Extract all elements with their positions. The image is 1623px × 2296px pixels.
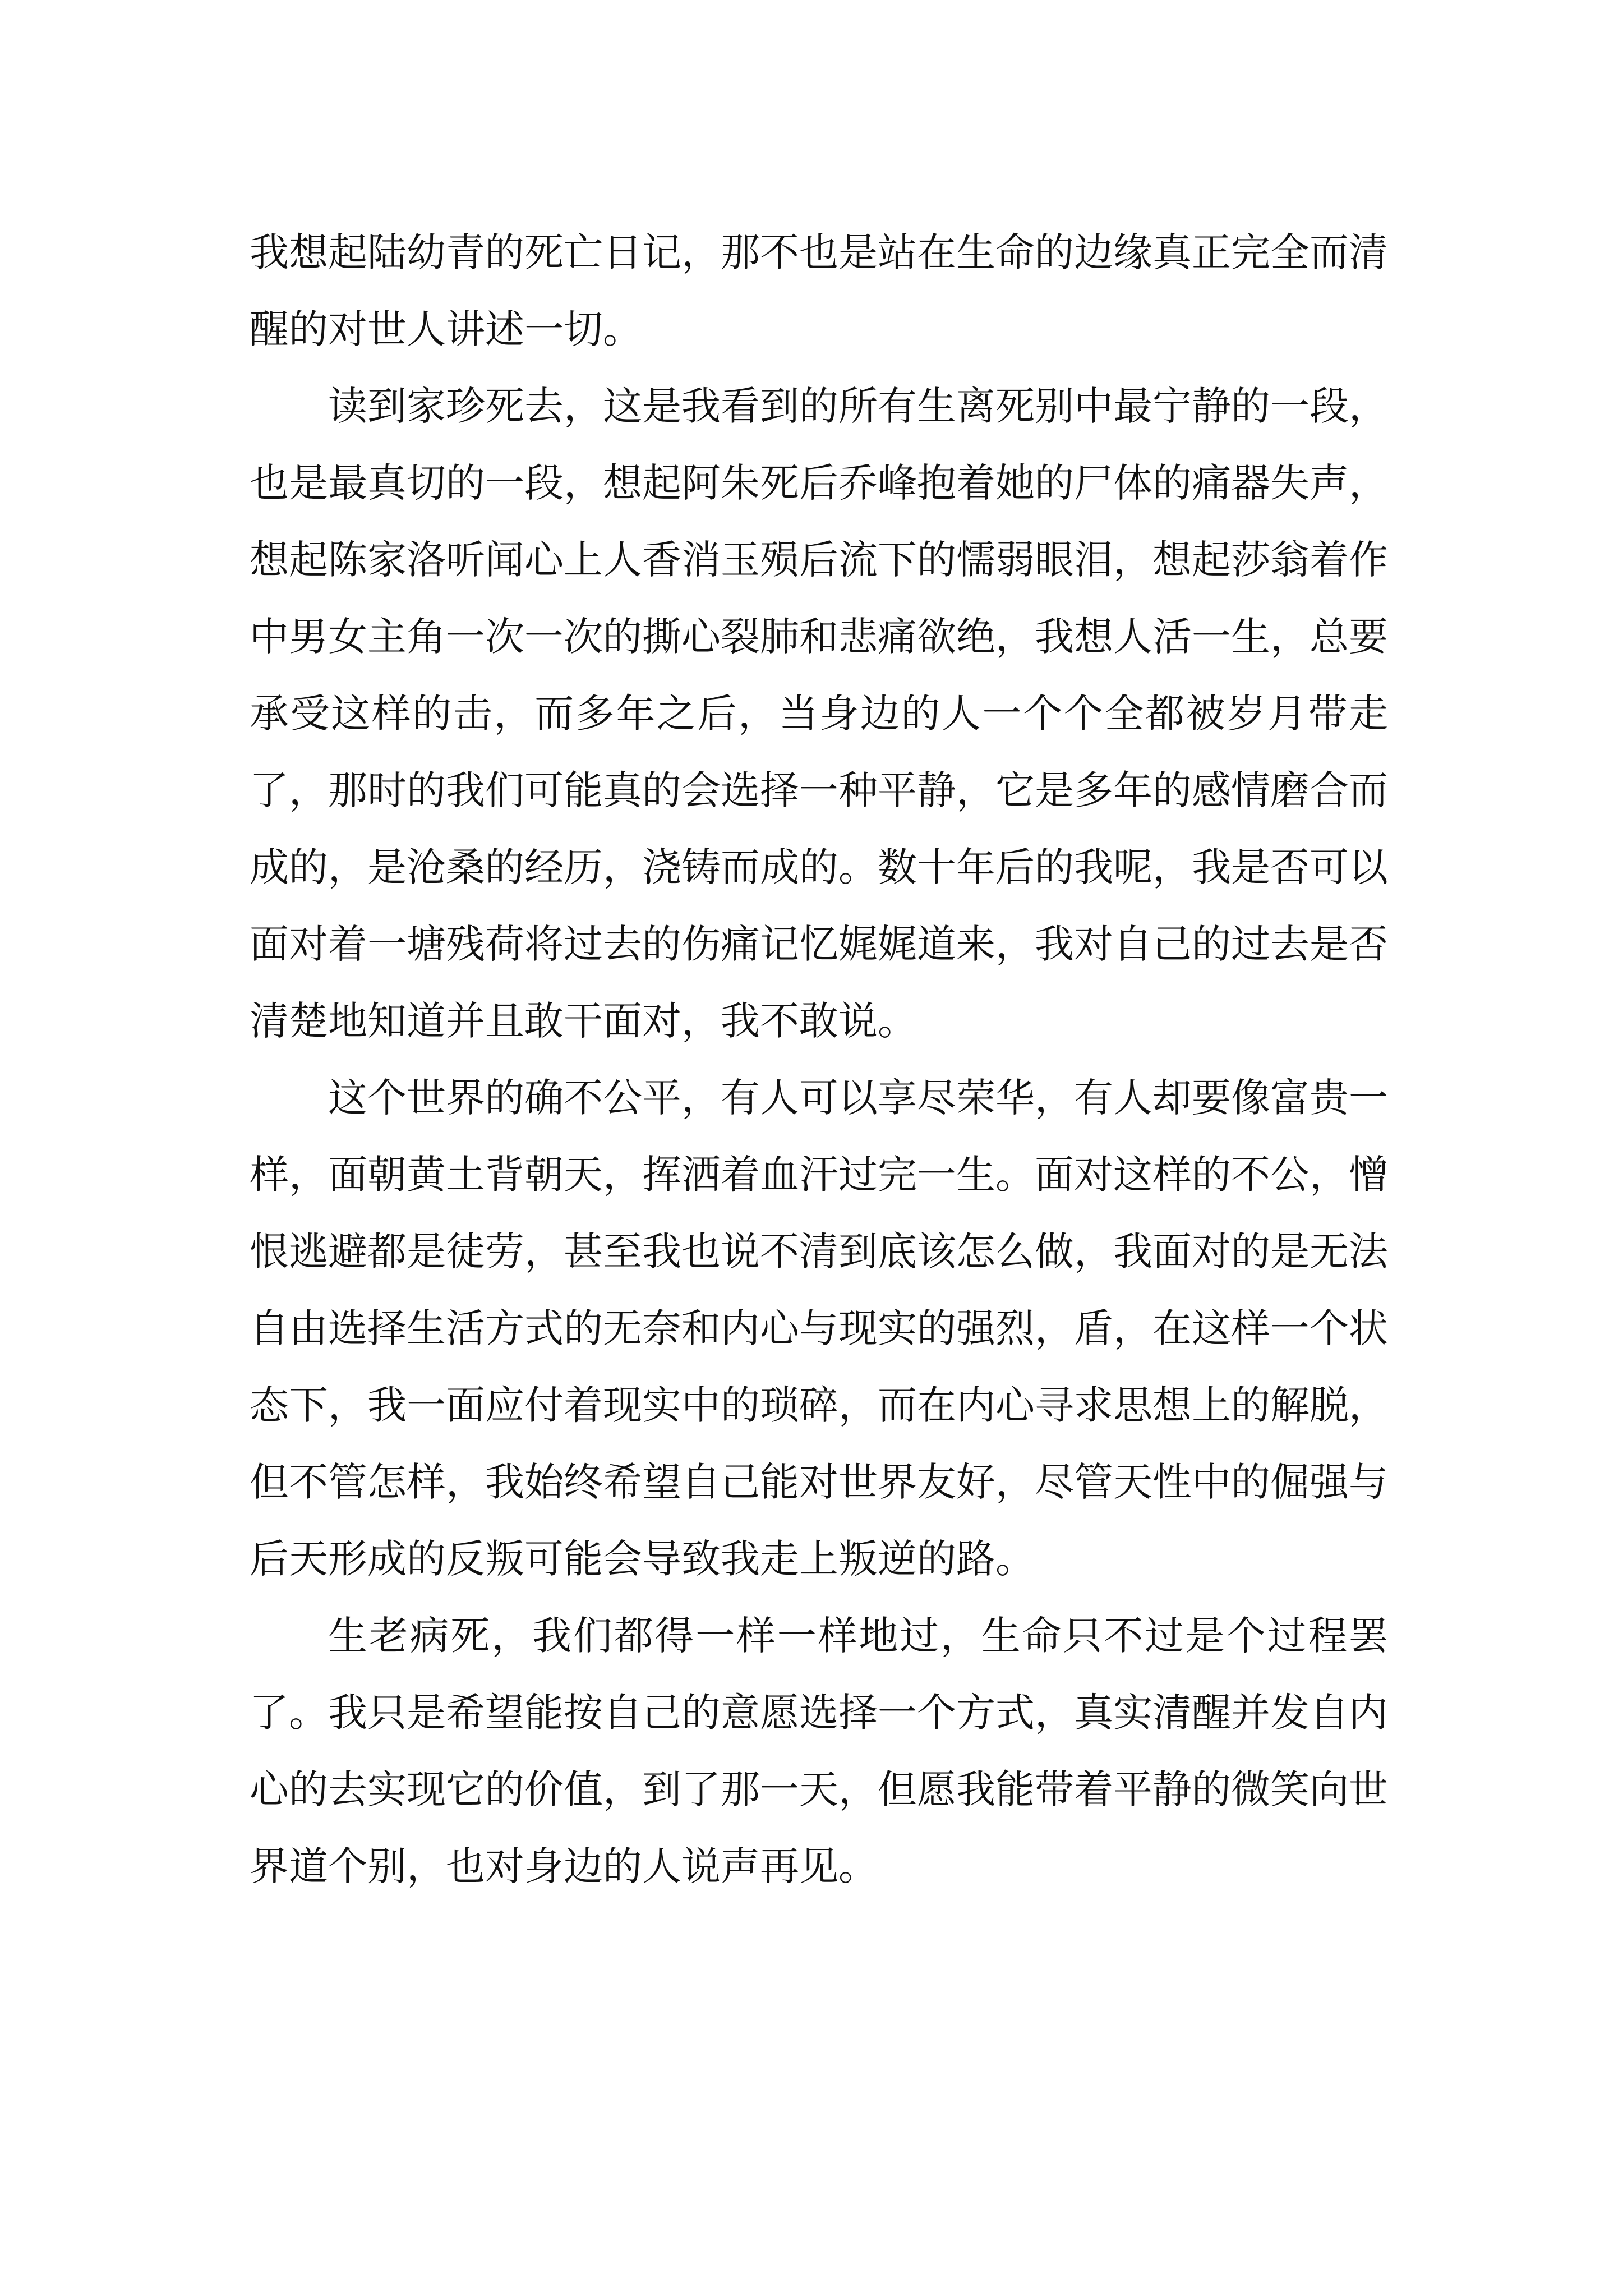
paragraph-2: 读到家珍死去，这是我看到的所有生离死别中最宁静的一段，也是最真切的一段，想起阿朱死后乔峰抱着她的尸体的痛器失声，想起陈家洛听闻心上人香消玉殒后流下的懦弱眼泪，想起莎翁着作中男女主角一次一次的撕心裂肺和悲痛欲绝，我想人活一生，总要承受这样的击，而多年之后，当身边的人一个个全都被岁月带走了，那时的我们可能真的会选择一种平静，它是多年的感情磨合而成的，是沧桑的经历，浇铸而成的。数十年后的我呢，我是否可以面对着一塘残荷将过去的伤痛记忆娓娓道来，我对自己的过去是否清楚地知道并且敢干面对，我不敢说。 [250,383,1388,1044]
paragraph-4: 生老病死，我们都得一样一样地过，生命只不过是个过程罢了。我只是希望能按自己的意愿选择一个方式，真实清醒并发自内心的去实现它的价值，到了那一天，但愿我能带着平静的微笑向世界道个别，也对身边的人说声再见。 [250,1613,1388,1889]
paragraph-1: 我想起陆幼青的死亡日记，那不也是站在生命的边缘真正完全而清醒的对世人讲述一切。 [250,229,1388,352]
essay-body [250,214,1388,1905]
paragraph-3: 这个世界的确不公平，有人可以享尽荣华，有人却要像富贵一样，面朝黄土背朝天，挥洒着血汗过完一生。面对这样的不公，憎恨逃避都是徒劳，甚至我也说不清到底该怎么做，我面对的是无法自由选择生活方式的无奈和内心与现实的强烈，盾，在这样一个状态下，我一面应付着现实中的琐碎，而在内心寻求思想上的解脱，但不管怎样，我始终希望自己能对世界友好，尽管天性中的倔强与后天形成的反叛可能会导致我走上叛逆的路。 [250,1075,1388,1582]
